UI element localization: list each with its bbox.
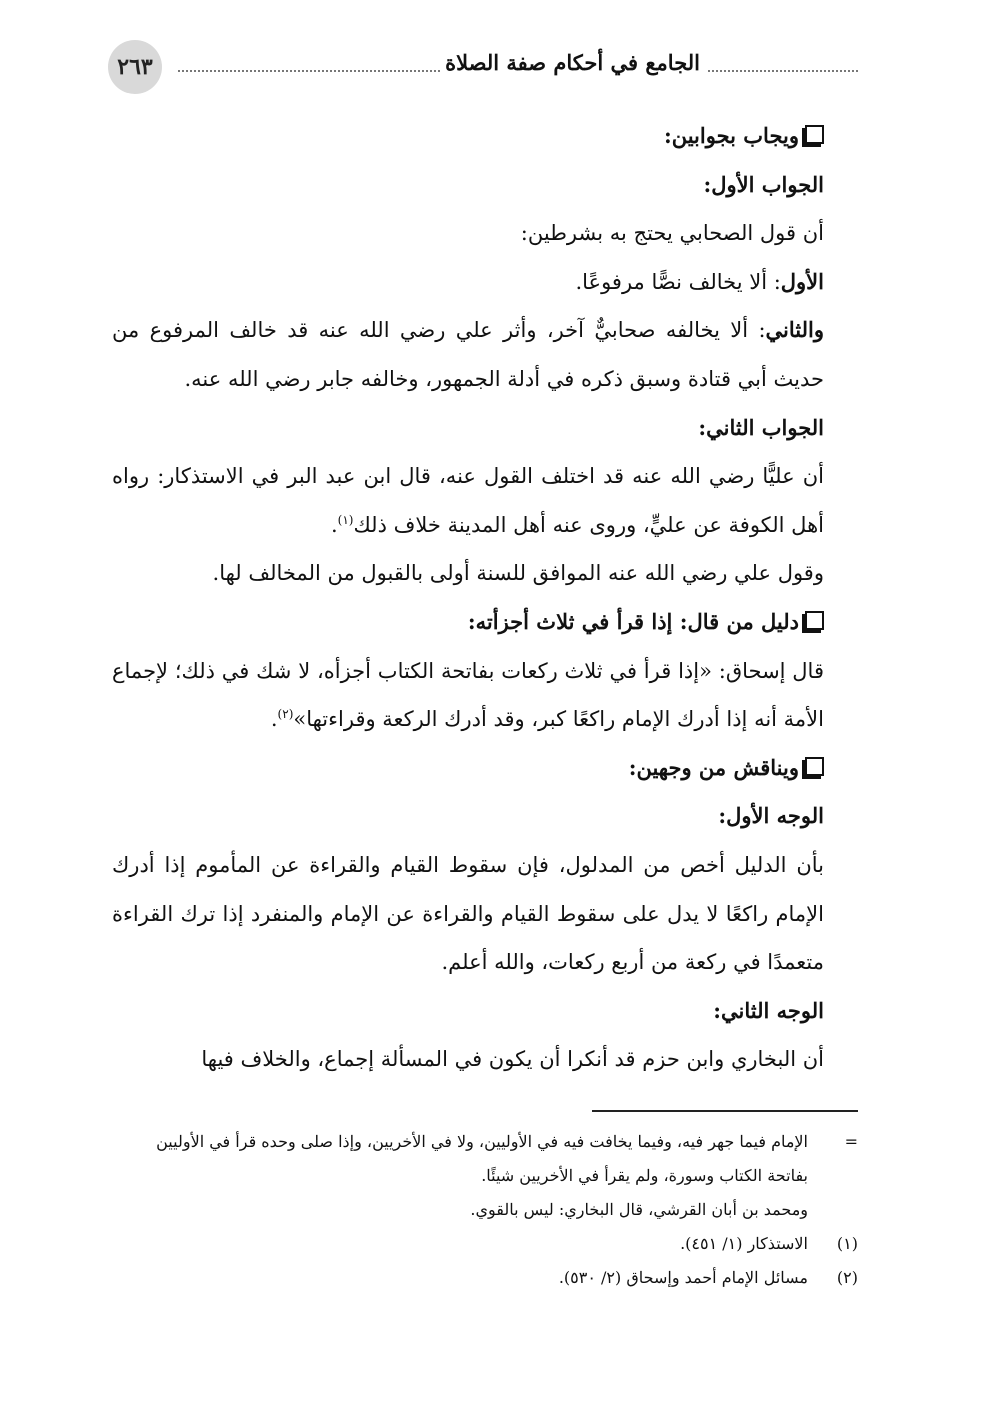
subheading: الوجه الأول: xyxy=(718,803,824,829)
footnote-separator xyxy=(592,1110,858,1112)
heading-text: دليل من قال: إذا قرأ في ثلاث أجزأته: xyxy=(467,608,799,634)
footnote-number: (١) xyxy=(836,1234,858,1253)
footnote-item xyxy=(112,1227,858,1261)
page-number: ٢٦٣ xyxy=(108,40,162,94)
paragraph xyxy=(112,452,858,549)
paragraph: أن قول الصحابي يحتج به بشرطين: xyxy=(520,221,824,246)
continuation-marker: = xyxy=(844,1132,858,1151)
footnote-continuation xyxy=(112,1125,858,1193)
header-dotted-leader-left xyxy=(178,70,440,72)
heading-text: ويجاب بجوابين: xyxy=(663,123,799,148)
subheading: الجواب الثاني: xyxy=(698,414,824,440)
footnote-text: مسائل الإمام أحمد وإسحاق (٢/ ٥٣٠). xyxy=(558,1268,808,1287)
paragraph xyxy=(112,258,858,307)
checkbox-icon xyxy=(805,757,824,776)
page-header xyxy=(108,40,858,100)
book-title: الجامع في أحكام صفة الصلاة xyxy=(445,50,700,75)
section-heading xyxy=(112,112,858,161)
footnotes xyxy=(112,1125,858,1295)
footnote-ref: (١) xyxy=(337,512,354,527)
header-dotted-leader-right xyxy=(708,70,858,72)
term-label: والثاني xyxy=(765,317,824,343)
subheading: الجواب الأول: xyxy=(703,171,824,197)
footnote-text: الإمام فيما جهر فيه، وفيما يخافت فيه في الأوليين، ولا في الأخريين، وإذا صلى وحده قرأ في الأوليين بفاتحة الكتاب وسورة، ولم يقرأ في الأخريين شيئًا. xyxy=(156,1132,808,1185)
paragraph: أن البخاري وابن حزم قد أنكرا أن يكون في المسألة إجماع، والخلاف فيها xyxy=(201,1047,824,1072)
paragraph xyxy=(112,647,858,744)
subheading: الوجه الثاني: xyxy=(713,997,824,1023)
section-heading xyxy=(112,744,858,793)
paragraph: بأن الدليل أخص من المدلول، فإن سقوط القيام والقراءة عن المأموم إذا أدرك الإمام راكعًا لا يدل على سقوط القيام والقراءة عن الإمام والمنفرد إذا ترك القراءة متعمدًا في ركعة من أربع ركعات، والله أعلم. xyxy=(112,852,824,975)
footnote-item xyxy=(112,1261,858,1295)
paragraph-text: : ألا يخالفه صحابيٌّ آخر، وأثر علي رضي الله عنه قد خالف المرفوع من حديث أبي قتادة وسبق ذكره في أدلة الجمهور، وخالفه جابر رضي الله عنه. xyxy=(112,318,824,391)
footnote-text: الاستذكار (١/ ٤٥١). xyxy=(680,1234,808,1253)
footnote-ref: (٢) xyxy=(277,707,294,722)
heading-text: ويناقش من وجهين: xyxy=(628,754,799,780)
footnote-number: (٢) xyxy=(836,1268,858,1287)
paragraph-text: أن عليًّا رضي الله عنه قد اختلف القول عنه، قال ابن عبد البر في الاستذكار: رواه أهل الكوفة عن عليٍّ، وروى عنه أهل المدينة خلاف ذلك xyxy=(112,464,824,537)
paragraph: وقول علي رضي الله عنه الموافق للسنة أولى بالقبول من المخالف لها. xyxy=(212,561,824,586)
punctuation: . xyxy=(330,512,338,537)
section-heading xyxy=(112,598,858,647)
paragraph-text: : ألا يخالف نصًّا مرفوعًا. xyxy=(575,269,781,294)
footnote-continuation: ومحمد بن أبان القرشي، قال البخاري: ليس بالقوي. xyxy=(470,1200,808,1219)
checkbox-icon xyxy=(805,611,824,630)
paragraph-text: قال إسحاق: «إذا قرأ في ثلاث ركعات بفاتحة الكتاب أجزأه، لا شك في ذلك؛ لإجماع الأمة أنه إذا أدرك الإمام راكعًا كبر، وقد أدرك الركعة وقراءتها» xyxy=(112,658,824,732)
paragraph xyxy=(112,306,858,403)
term-label: الأول xyxy=(780,268,824,294)
punctuation: . xyxy=(270,707,278,732)
checkbox-icon xyxy=(805,125,824,144)
body-text xyxy=(112,112,858,1084)
